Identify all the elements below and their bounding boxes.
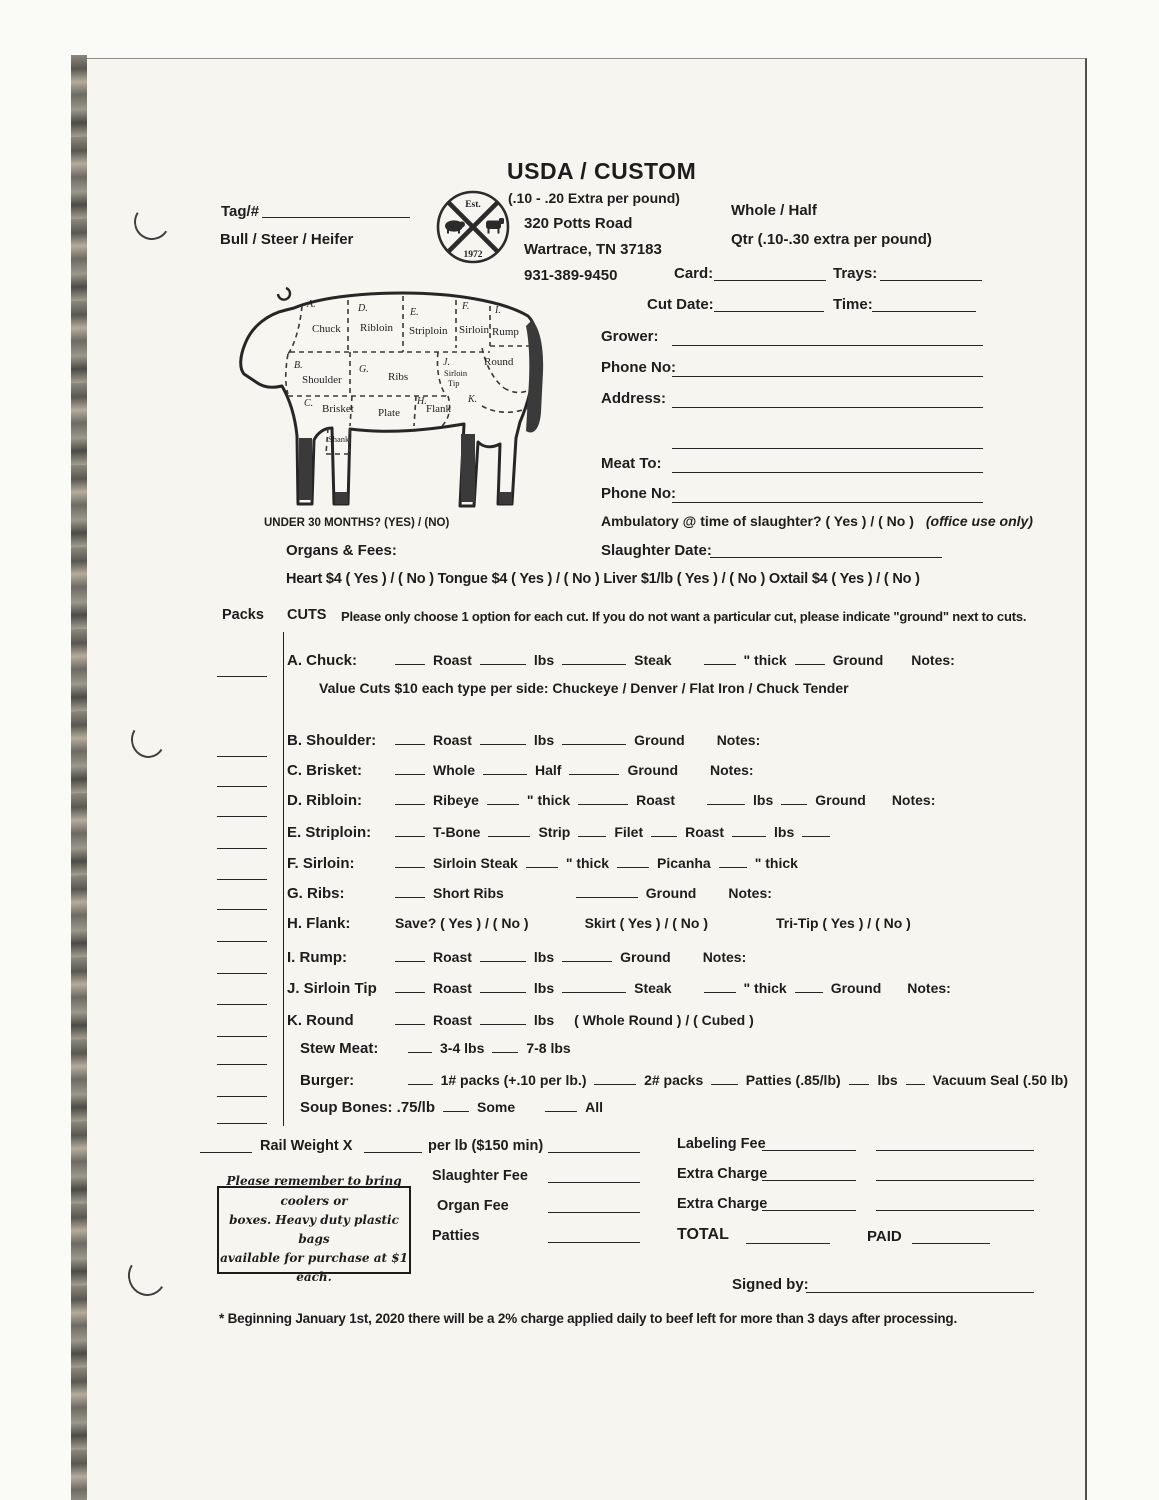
organs-fees-label: Organs & Fees: xyxy=(286,542,397,559)
address-blank-2[interactable] xyxy=(672,448,983,449)
cut-option-text: Ground xyxy=(830,980,882,996)
cut-option-text: Notes: xyxy=(907,980,951,996)
cut-option-text: Strip xyxy=(538,824,571,840)
per-lb-label: per lb ($150 min) xyxy=(428,1138,544,1154)
cut-option-text: lbs xyxy=(877,1072,898,1088)
cut-row-G xyxy=(216,883,1068,909)
cut-option-text: 3-4 lbs xyxy=(440,1040,485,1056)
total-label: TOTAL xyxy=(677,1226,729,1243)
trays-label: Trays: xyxy=(833,265,878,282)
region-name: Tip xyxy=(448,378,460,388)
region-name: Striploin xyxy=(409,325,448,337)
cut-row-H xyxy=(216,915,1068,941)
fill-in-blank[interactable] xyxy=(408,1070,433,1085)
trays-blank[interactable] xyxy=(880,280,982,281)
fill-in-blank[interactable] xyxy=(395,978,425,993)
spacer xyxy=(686,774,702,775)
pack-count-blank-stew[interactable] xyxy=(217,1050,267,1065)
fill-in-blank[interactable] xyxy=(395,790,425,805)
cut-option-text: lbs xyxy=(533,652,555,668)
cut-date-label: Cut Date: xyxy=(647,296,714,313)
fill-in-blank[interactable] xyxy=(578,822,606,837)
cut-option-text: Roast xyxy=(433,732,472,748)
cut-label-F: F. Sirloin: xyxy=(287,855,355,872)
cut-option-text: Roast xyxy=(433,980,472,996)
fill-in-blank[interactable] xyxy=(732,822,766,837)
organ-fee-blank[interactable] xyxy=(548,1212,640,1213)
region-letter: B. xyxy=(294,360,303,371)
cut-label-I: I. Rump: xyxy=(287,949,347,966)
spacer xyxy=(512,897,568,898)
region-letter: K. xyxy=(468,394,478,405)
fill-in-blank[interactable] xyxy=(578,790,628,805)
address-label: Address: xyxy=(601,390,667,407)
cut-option-text: " thick xyxy=(754,855,798,871)
cut-option-text: lbs xyxy=(753,792,774,808)
cut-option-text: Notes: xyxy=(702,949,747,965)
logo-est-text: Est. xyxy=(465,200,481,210)
address-line2: Wartrace, TN 37183 xyxy=(524,241,662,258)
form-subtitle: (.10 - .20 Extra per pound) xyxy=(508,190,680,206)
cut-label-J: J. Sirloin Tip xyxy=(287,980,377,997)
cut-row-C xyxy=(216,760,1068,786)
cut-option-text: lbs xyxy=(533,980,555,996)
tag-label: Tag/# xyxy=(221,203,260,220)
cut-option-text: Tri-Tip ( Yes ) / ( No ) xyxy=(776,915,911,931)
card-label: Card: xyxy=(674,265,714,282)
cut-option-text: 7-8 lbs xyxy=(526,1040,571,1056)
cut-option-text: lbs xyxy=(774,824,795,840)
packs-column-header: Packs xyxy=(222,607,264,623)
cut-option-text: " thick xyxy=(743,652,787,668)
fill-in-blank[interactable] xyxy=(576,883,638,898)
fill-in-blank[interactable] xyxy=(487,790,519,805)
office-use-note: (office use only) xyxy=(925,513,1033,529)
paid-blank[interactable] xyxy=(912,1243,990,1244)
fill-in-blank[interactable] xyxy=(526,853,558,868)
fill-in-blank[interactable] xyxy=(545,1097,577,1112)
cut-option-text: Steak xyxy=(634,652,672,668)
ambulatory-question[interactable]: Ambulatory @ time of slaughter? ( Yes ) / ( No ) xyxy=(601,513,914,529)
time-blank[interactable] xyxy=(872,311,976,312)
cut-option-text: Filet xyxy=(614,824,644,840)
fill-in-blank[interactable] xyxy=(395,822,425,837)
spacer xyxy=(680,664,696,665)
phone-number: 931-389-9450 xyxy=(524,267,618,284)
note-line: Please remember to bring coolers or xyxy=(226,1174,402,1208)
fill-in-blank[interactable] xyxy=(562,650,626,665)
cut-option-text: Roast xyxy=(433,1012,472,1028)
cut-label-soup: Soup Bones: .75/lb xyxy=(300,1099,436,1116)
cuts-column-header: CUTS xyxy=(287,607,327,623)
fill-in-blank[interactable] xyxy=(395,650,425,665)
coolers-note-box xyxy=(217,1174,411,1285)
cut-row-burger xyxy=(216,1070,1068,1096)
processing-footnote: * Beginning January 1st, 2020 there will be a 2% charge applied daily to beef left for more than 3 days after processing. xyxy=(219,1311,958,1326)
fill-in-blank[interactable] xyxy=(395,853,425,868)
fill-in-blank[interactable] xyxy=(562,947,612,962)
whole-half-options[interactable]: Whole / Half xyxy=(731,202,817,219)
cut-option-text: Ground xyxy=(620,949,671,965)
cut-option-text: Value Cuts $10 each type per side: Chuckeye / Denver / Flat Iron / Chuck Tender xyxy=(319,680,849,696)
cut-option-text: Ground xyxy=(815,792,866,808)
cut-option-text: Roast xyxy=(636,792,676,808)
cut-label-B: B. Shoulder: xyxy=(287,732,377,749)
grower-blank[interactable] xyxy=(672,345,983,346)
cut-option-text: T-Bone xyxy=(433,824,481,840)
patties-fee-label: Patties xyxy=(432,1228,480,1244)
region-name: Chuck xyxy=(312,323,341,335)
region-name: Ribs xyxy=(388,371,409,383)
fill-in-blank[interactable] xyxy=(569,760,619,775)
fill-in-blank[interactable] xyxy=(562,978,626,993)
fill-in-blank[interactable] xyxy=(408,1038,432,1053)
pack-count-blank-E[interactable] xyxy=(217,834,267,849)
pack-count-blank-D[interactable] xyxy=(217,802,267,817)
region-name: Brisket xyxy=(322,403,354,415)
cut-option-text: Roast xyxy=(433,949,472,965)
spacer xyxy=(891,664,903,665)
cut-option-text: Patties (.85/lb) xyxy=(745,1072,841,1088)
cut-option-text: Notes: xyxy=(891,792,936,808)
fill-in-blank[interactable] xyxy=(488,822,530,837)
region-name: Flank xyxy=(426,403,452,415)
fill-in-blank[interactable] xyxy=(562,730,626,745)
cut-option-text: All xyxy=(585,1099,604,1115)
slaughter-fee-label: Slaughter Fee xyxy=(432,1168,528,1184)
scan-edge-shadow xyxy=(71,55,87,1500)
grower-label: Grower: xyxy=(601,328,659,345)
labeling-fee-blank-2[interactable] xyxy=(876,1150,1034,1151)
cut-option-text: Notes: xyxy=(728,885,772,901)
cut-label-G: G. Ribs: xyxy=(287,885,345,902)
rail-weight-blank[interactable] xyxy=(200,1152,252,1153)
spacer xyxy=(562,1024,566,1025)
region-name: Round xyxy=(484,356,514,368)
extra-charge-blank-2[interactable] xyxy=(762,1210,856,1211)
cut-row-D xyxy=(216,790,1068,816)
patties-fee-blank[interactable] xyxy=(548,1242,640,1243)
rail-weight-label: Rail Weight X xyxy=(260,1138,353,1154)
fill-in-blank[interactable] xyxy=(395,883,425,898)
pack-count-blank-C[interactable] xyxy=(217,772,267,787)
sex-options[interactable]: Bull / Steer / Heifer xyxy=(220,231,354,248)
fill-in-blank[interactable] xyxy=(906,1070,925,1085)
spacer xyxy=(683,804,699,805)
spacer xyxy=(704,897,720,898)
fill-in-blank[interactable] xyxy=(480,947,526,962)
pig-icon xyxy=(445,220,465,233)
signed-by-blank[interactable] xyxy=(806,1292,1034,1293)
cut-date-blank[interactable] xyxy=(714,311,824,312)
cut-option-text: Save? ( Yes ) / ( No ) xyxy=(395,915,529,931)
region-letter: E. xyxy=(410,307,419,318)
cut-row-B xyxy=(216,730,1068,756)
fill-in-blank[interactable] xyxy=(711,1070,737,1085)
fill-in-blank[interactable] xyxy=(395,1010,425,1025)
region-name: Sirloin xyxy=(444,368,468,378)
cut-option-text: Sirloin Steak xyxy=(433,855,518,871)
fill-in-blank[interactable] xyxy=(480,978,526,993)
pack-count-blank-K[interactable] xyxy=(217,1022,267,1037)
cut-option-text: Ground xyxy=(627,762,678,778)
card-blank[interactable] xyxy=(714,280,826,281)
region-letter: G. xyxy=(359,364,369,375)
cut-label-K: K. Round xyxy=(287,1012,354,1029)
cut-label-burger: Burger: xyxy=(300,1072,355,1089)
fill-in-blank[interactable] xyxy=(719,853,747,868)
cow-diagram xyxy=(198,276,583,526)
cut-option-text: Notes: xyxy=(911,652,955,668)
region-letter: A. xyxy=(307,299,316,310)
cut-label-E: E. Striploin: xyxy=(287,824,372,841)
fill-in-blank[interactable] xyxy=(480,1010,526,1025)
rate-blank[interactable] xyxy=(364,1152,422,1153)
meat-to-blank[interactable] xyxy=(672,472,983,473)
signed-by-label: Signed by: xyxy=(732,1276,809,1293)
cow-icon xyxy=(486,218,504,234)
spacer xyxy=(523,1111,537,1112)
cut-option-text: ( Whole Round ) / ( Cubed ) xyxy=(574,1012,754,1028)
time-label: Time: xyxy=(833,296,873,313)
extra-charge-label-1: Extra Charge xyxy=(677,1166,768,1182)
fill-in-blank[interactable] xyxy=(594,1070,636,1085)
slaughter-fee-blank[interactable] xyxy=(548,1182,640,1183)
cut-label-stew: Stew Meat: xyxy=(300,1040,379,1057)
cut-row-soup xyxy=(216,1097,1068,1123)
region-letter: J. xyxy=(443,357,450,368)
region-name: Sirloin xyxy=(459,324,489,336)
pack-count-blank-F[interactable] xyxy=(217,865,267,880)
fill-in-blank[interactable] xyxy=(849,1070,870,1085)
cut-option-text: Picanha xyxy=(657,855,711,871)
region-name: Shank xyxy=(328,434,350,444)
cut-row-E xyxy=(216,822,1068,848)
phone2-label: Phone No: xyxy=(601,485,676,502)
cut-option-text: lbs xyxy=(533,949,555,965)
slaughter-date-blank[interactable] xyxy=(710,557,942,558)
form-title: USDA / CUSTOM xyxy=(507,158,697,184)
phone2-blank[interactable] xyxy=(672,502,983,503)
pack-count-blank-I[interactable] xyxy=(217,959,267,974)
slaughter-date-label: Slaughter Date: xyxy=(601,542,712,559)
address-line1: 320 Potts Road xyxy=(524,215,633,232)
cut-option-text: lbs xyxy=(533,1012,555,1028)
region-name: Ribloin xyxy=(360,322,394,334)
cut-row-stew xyxy=(216,1038,1068,1064)
cut-label-D: D. Ribloin: xyxy=(287,792,362,809)
cut-option-text: Notes: xyxy=(710,762,754,778)
fill-in-blank[interactable] xyxy=(781,790,807,805)
extra-charge-label-2: Extra Charge xyxy=(677,1196,768,1212)
fill-in-blank[interactable] xyxy=(395,730,425,745)
spacer xyxy=(693,744,709,745)
pack-count-blank-A[interactable] xyxy=(217,662,267,677)
cut-label-C: C. Brisket: xyxy=(287,762,363,779)
meat-to-label: Meat To: xyxy=(601,455,662,472)
cut-option-text: Whole xyxy=(433,762,475,778)
cut-option-text: 1# packs (+.10 per lb.) xyxy=(440,1072,587,1088)
fill-in-blank[interactable] xyxy=(480,730,526,745)
region-letter: I. xyxy=(495,305,501,316)
cut-row-K xyxy=(216,1010,1068,1036)
cut-option-text: 2# packs xyxy=(644,1072,704,1088)
pack-count-blank-burger[interactable] xyxy=(217,1082,267,1097)
extra-charge-blank-1b[interactable] xyxy=(876,1180,1034,1181)
region-letter: C. xyxy=(304,398,314,409)
fill-in-blank[interactable] xyxy=(395,760,425,775)
pack-count-blank-J[interactable] xyxy=(217,990,267,1005)
cut-option-text: Steak xyxy=(634,980,672,996)
rail-amount-blank[interactable] xyxy=(548,1152,640,1153)
region-name: Plate xyxy=(378,407,400,419)
cut-row-F xyxy=(216,853,1068,879)
under-30-months[interactable]: UNDER 30 MONTHS? (YES) / (NO) xyxy=(264,517,450,529)
cut-option-text: Skirt ( Yes ) / ( No ) xyxy=(584,915,708,931)
spacer xyxy=(716,927,768,928)
region-name: Rump xyxy=(492,326,519,338)
cut-option-text: Vacuum Seal (.50 lb) xyxy=(932,1072,1068,1088)
cuts-instruction: Please only choose 1 option for each cut. If you do not want a particular cut, please indicate "ground" next to cuts. xyxy=(341,609,1027,624)
region-name: Shoulder xyxy=(302,374,342,386)
cut-option-text: " thick xyxy=(565,855,610,871)
fill-in-blank[interactable] xyxy=(492,1038,518,1053)
tag-blank[interactable] xyxy=(262,217,410,218)
labeling-fee-blank[interactable] xyxy=(762,1150,856,1151)
total-blank[interactable] xyxy=(746,1243,830,1244)
extra-charge-blank-2b[interactable] xyxy=(876,1210,1034,1211)
cut-row-A xyxy=(216,650,1068,676)
fill-in-blank[interactable] xyxy=(795,978,823,993)
organs-options-line[interactable]: Heart $4 ( Yes ) / ( No ) Tongue $4 ( Yes ) / ( No ) Liver $1/lb ( Yes ) / ( No ) Oxtail $4 ( Yes ) / ( No ) xyxy=(286,571,920,587)
cut-option-text: Notes: xyxy=(716,732,761,748)
logo-year-text: 1972 xyxy=(463,250,483,260)
phone1-label: Phone No: xyxy=(601,359,676,376)
address-blank-1[interactable] xyxy=(672,407,983,408)
cut-row-value-cuts xyxy=(216,680,1068,706)
cut-row-I xyxy=(216,947,1068,973)
fill-in-blank[interactable] xyxy=(704,650,736,665)
spacer xyxy=(537,927,577,928)
fill-in-blank[interactable] xyxy=(651,822,677,837)
organ-fee-label: Organ Fee xyxy=(437,1198,509,1214)
fill-in-blank[interactable] xyxy=(802,822,830,837)
fill-in-blank[interactable] xyxy=(483,760,527,775)
cut-option-text: Ground xyxy=(645,885,697,901)
pack-count-blank-H[interactable] xyxy=(217,927,267,942)
fill-in-blank[interactable] xyxy=(704,978,736,993)
cut-option-text: Ribeye xyxy=(433,792,479,808)
fill-in-blank[interactable] xyxy=(707,790,745,805)
pack-count-blank-soup[interactable] xyxy=(217,1109,267,1124)
cut-option-text: Roast xyxy=(685,824,725,840)
pack-count-blank-G[interactable] xyxy=(217,895,267,910)
cut-label-H: H. Flank: xyxy=(287,915,351,932)
cut-option-text: Short Ribs xyxy=(433,885,504,901)
spacer xyxy=(889,992,899,993)
cuts-table xyxy=(216,630,1068,1135)
note-line: available for purchase at $1 each. xyxy=(220,1251,408,1285)
fill-in-blank[interactable] xyxy=(480,650,526,665)
cut-option-text: Some xyxy=(477,1099,516,1115)
cut-option-text: Half xyxy=(535,762,562,778)
note-line: boxes. Heavy duty plastic bags xyxy=(229,1212,399,1246)
extra-charge-blank-1[interactable] xyxy=(762,1180,856,1181)
fill-in-blank[interactable] xyxy=(395,947,425,962)
labeling-fee-label: Labeling Fee xyxy=(677,1136,766,1152)
spacer xyxy=(680,992,696,993)
qtr-note: Qtr (.10-.30 extra per pound) xyxy=(731,231,932,248)
cut-option-text: " thick xyxy=(743,980,787,996)
cut-row-J xyxy=(216,978,1068,1004)
cut-option-text: lbs xyxy=(533,732,555,748)
paid-label: PAID xyxy=(867,1228,902,1245)
spacer xyxy=(874,804,884,805)
cow-ear xyxy=(278,288,290,300)
fill-in-blank[interactable] xyxy=(443,1097,469,1112)
region-letter: H. xyxy=(417,396,427,407)
fill-in-blank[interactable] xyxy=(617,853,649,868)
cut-option-text: Ground xyxy=(832,652,884,668)
butcher-logo xyxy=(434,188,512,266)
cut-option-text: " thick xyxy=(526,792,571,808)
region-letter: D. xyxy=(358,303,368,314)
cut-label-A: A. Chuck: xyxy=(287,652,358,669)
phone1-blank[interactable] xyxy=(672,376,983,377)
region-letter: F. xyxy=(462,301,470,312)
spacer xyxy=(679,961,695,962)
pack-count-blank-B[interactable] xyxy=(217,742,267,757)
fill-in-blank[interactable] xyxy=(795,650,825,665)
cut-option-text: Roast xyxy=(433,652,472,668)
cut-option-text: Ground xyxy=(634,732,685,748)
